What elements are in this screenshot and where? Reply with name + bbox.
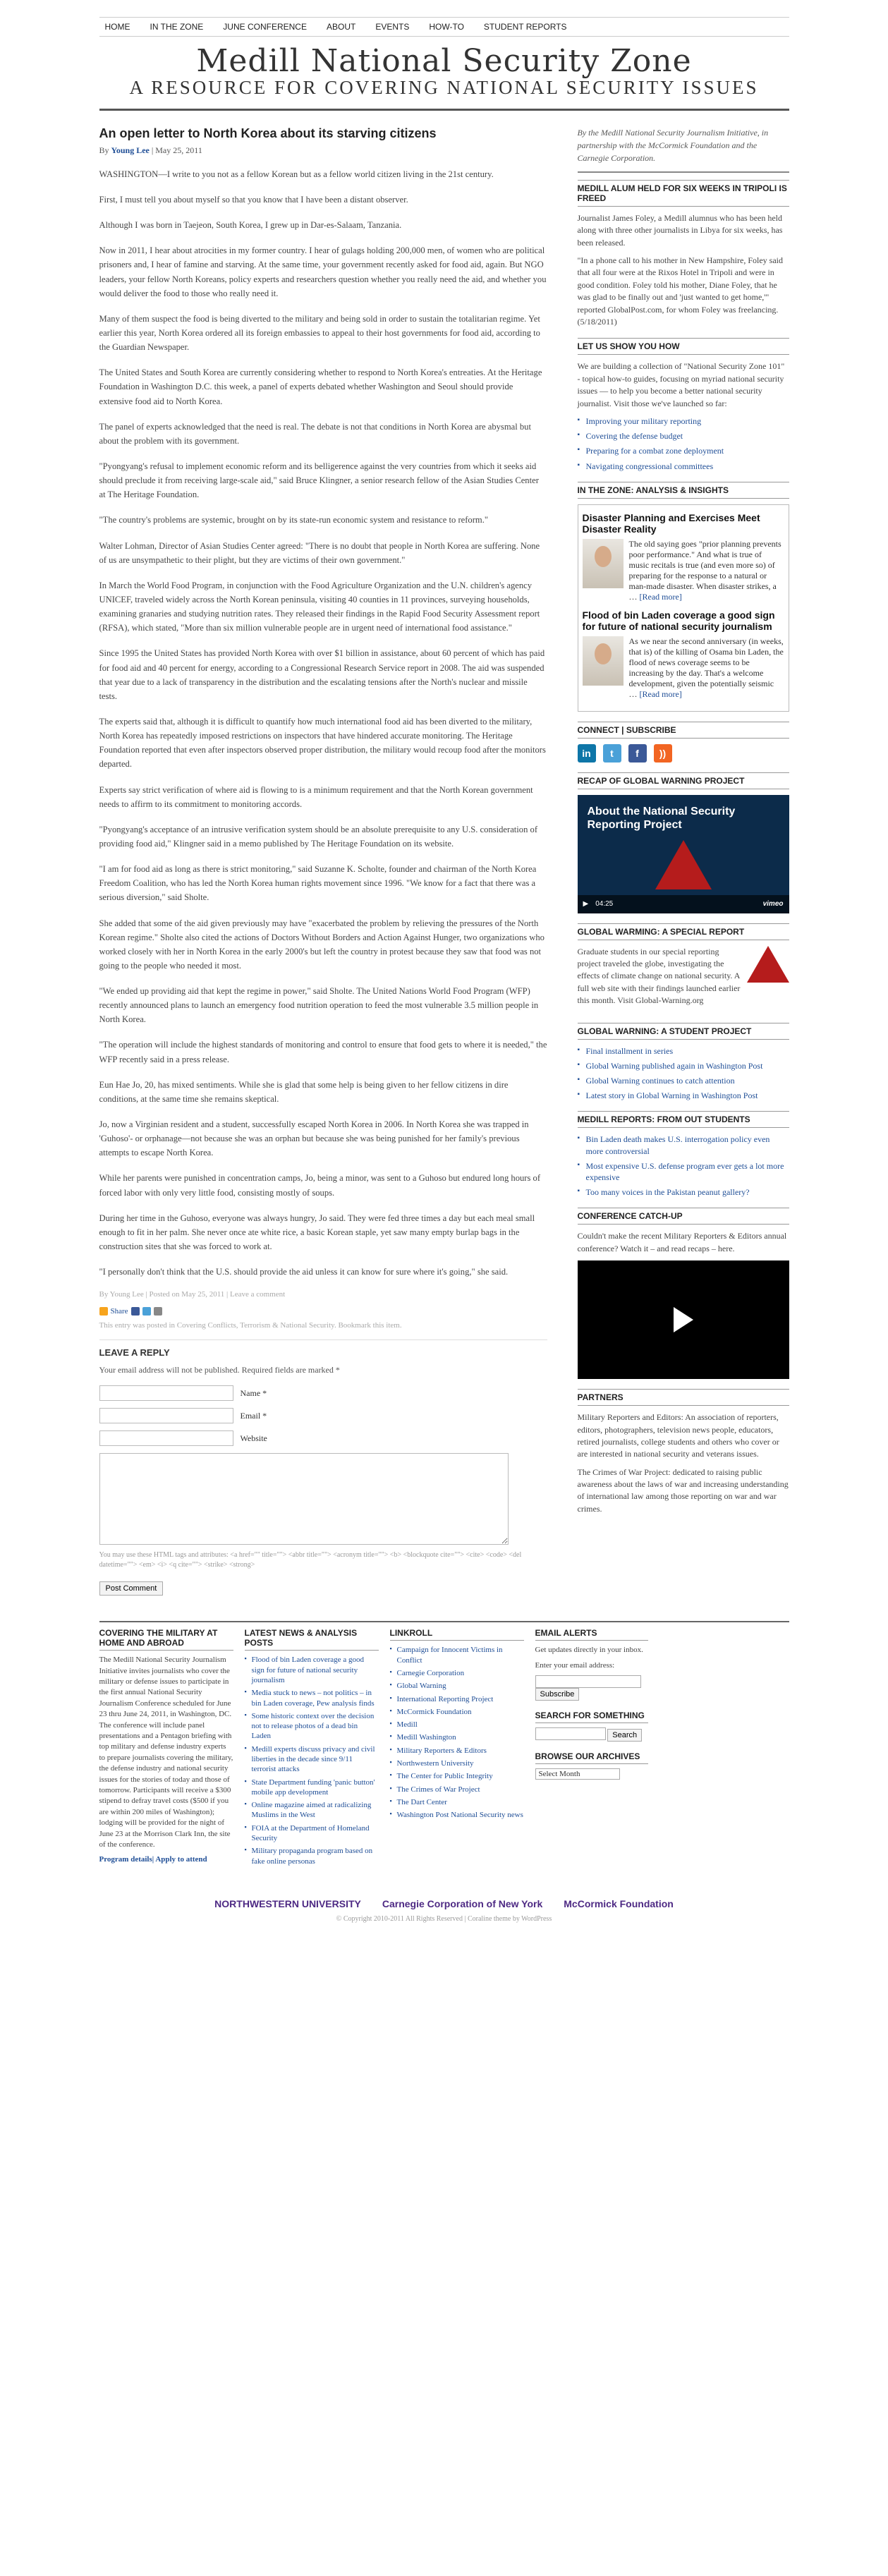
latest-post-item bbox=[245, 1846, 379, 1866]
share-bar[interactable] bbox=[99, 1307, 547, 1316]
linkroll-item bbox=[390, 1771, 524, 1781]
post-paragraph: While her parents were punished in concentration camps, Jo, being a minor, was sent to a Guhoso but endured long hours of forced labor with only very little food, consisting mostly of soups. bbox=[99, 1173, 541, 1198]
nav-item-events[interactable]: EVENTS bbox=[375, 22, 410, 32]
medill-report-item-link[interactable]: Too many voices in the Pakistan peanut gallery? bbox=[585, 1187, 750, 1198]
latest-post-item-link[interactable]: State Department funding 'panic button' mobile app development bbox=[251, 1778, 375, 1797]
latest-post-item bbox=[245, 1800, 379, 1821]
global-warming-widget: GLOBAL WARMING: A SPECIAL REPORT Graduate students in our special reporting project traveled the globe, investigating the effects of climate change on national security. A full web site with their findings launched earlier this month. Visit Global-Warning.org bbox=[578, 923, 789, 1013]
facebook-icon[interactable] bbox=[131, 1307, 140, 1316]
allowed-tags-note: You may use these HTML tags and attributes: <a href="" title=""> <abbr title=""> <acronym title=""> <b> <blockquote cite=""> <cite> <code> <del datetime=""> <em> <i> <q cite=""> <strike> <strong> bbox=[99, 1551, 522, 1569]
widget-title: CONNECT | SUBSCRIBE bbox=[578, 722, 789, 739]
linkroll-item bbox=[390, 1681, 524, 1691]
play-icon[interactable]: ▶ bbox=[583, 900, 589, 909]
recap-widget bbox=[578, 772, 789, 913]
form-note: Your email address will not be published. Required fields are marked * bbox=[99, 1365, 340, 1375]
latest-post-item bbox=[245, 1655, 379, 1685]
site-title[interactable]: Medill National Security Zone bbox=[196, 43, 692, 79]
main-content bbox=[99, 126, 561, 1596]
name-label: Name * bbox=[240, 1387, 267, 1398]
search-input[interactable] bbox=[535, 1727, 606, 1740]
masthead bbox=[99, 45, 789, 111]
post-body bbox=[99, 167, 547, 1279]
sidebar bbox=[578, 126, 789, 1596]
widget-title: GLOBAL WARMING: A SPECIAL REPORT bbox=[578, 923, 789, 940]
post-paragraph: "Pyongyang's refusal to implement economic reform and its belligerence against the very countries from which it seeks aid should preclude it from receiving large-scale aid," said Bruce Klingner, a senior research fellow of the Asian Studies Center at The Heritage Foundation. bbox=[99, 461, 539, 500]
play-icon[interactable] bbox=[674, 1307, 693, 1332]
share-link[interactable]: Share bbox=[110, 1307, 128, 1316]
linkroll-item-link[interactable]: Medill Washington bbox=[396, 1733, 456, 1742]
post-paragraph: Eun Hae Jo, 20, has mixed sentiments. While she is glad that some help is being given to her fellow citizens in dire conditions, at the same time she remains skeptical. bbox=[99, 1079, 509, 1104]
post-paragraph: Since 1995 the United States has provided North Korea with over $1 billion in assistance, about 60 percent of which has paid for food aid and 40 percent for energy, according to a Congressional Research Service report in 2008. The aid was suspended that year due to a lack of transparency in the distribution and the escalating tensions after the North's nuclear and missile tests. bbox=[99, 648, 545, 701]
linkroll-item-link[interactable]: McCormick Foundation bbox=[396, 1707, 472, 1716]
post-paragraph: "We ended up providing aid that kept the regime in power," said Sholte. The United Nations World Food Program (WFP) recently announced plans to launch an emergency food nutrition operation to feed the most vulnerable 3.5 million people in North Korea. bbox=[99, 986, 539, 1025]
linkroll-item-link[interactable]: Northwestern University bbox=[396, 1758, 474, 1768]
medill-report-item-link[interactable]: Most expensive U.S. defense program ever gets a lot more expensive bbox=[585, 1160, 784, 1182]
latest-post-item-link[interactable]: Media stuck to news – not politics – in bin Laden coverage, Pew analysis finds bbox=[251, 1689, 375, 1708]
linkroll-item bbox=[390, 1707, 524, 1717]
post-paragraph: The panel of experts acknowledged that the need is real. The debate is not that conditions in North Korea are abysmal but about the problem with its government. bbox=[99, 421, 531, 446]
how-to-item-link[interactable]: Preparing for a combat zone deployment bbox=[585, 446, 724, 456]
latest-post-item-link[interactable]: Flood of bin Laden coverage a good sign for future of national security journalism bbox=[251, 1655, 364, 1684]
linkroll-item-link[interactable]: International Reporting Project bbox=[396, 1694, 494, 1703]
medill-report-item bbox=[578, 1186, 789, 1198]
latest-post-item bbox=[245, 1823, 379, 1844]
latest-post-item bbox=[245, 1744, 379, 1775]
post-paragraph: First, I must tell you about myself so that you know that I have been a distant observer. bbox=[99, 195, 408, 205]
linkroll-item bbox=[390, 1785, 524, 1794]
latest-post-item-link[interactable]: FOIA at the Department of Homeland Security bbox=[251, 1823, 370, 1843]
how-to-item-link[interactable]: Covering the defense budget bbox=[585, 431, 683, 442]
conference-video-player[interactable] bbox=[578, 1260, 789, 1379]
comment-textarea[interactable] bbox=[99, 1453, 509, 1545]
how-to-item bbox=[578, 415, 789, 427]
global-warning-logo-icon[interactable] bbox=[747, 946, 789, 983]
linkroll-item-link[interactable]: Medill bbox=[396, 1720, 418, 1730]
post-paragraph: Although I was born in Taejeon, South Korea, I grew up in Dar-es-Salaam, Tanzania. bbox=[99, 220, 402, 231]
linkroll-item-link[interactable]: The Dart Center bbox=[396, 1797, 447, 1806]
nav-item-june-conference[interactable]: JUNE CONFERENCE bbox=[223, 22, 307, 32]
footer-heading: BROWSE OUR ARCHIVES bbox=[535, 1751, 648, 1764]
global-warning-item bbox=[578, 1045, 789, 1057]
medill-reports-widget bbox=[578, 1111, 789, 1198]
sponsor-logo[interactable]: NORTHWESTERN UNIVERSITY bbox=[214, 1897, 361, 1909]
video-controls[interactable] bbox=[578, 895, 789, 913]
linkroll-item-link[interactable]: Carnegie Corporation bbox=[396, 1668, 465, 1677]
author-link[interactable]: Young Lee bbox=[111, 145, 150, 155]
name-field[interactable] bbox=[99, 1385, 233, 1401]
linkroll-item-link[interactable]: Military Reporters & Editors bbox=[396, 1746, 487, 1755]
twitter-icon[interactable] bbox=[142, 1307, 151, 1316]
post-title: An open letter to North Korea about its starving citizens bbox=[99, 126, 437, 140]
linkroll-item-link[interactable]: Washington Post National Security news bbox=[396, 1811, 523, 1820]
widget-title: LET US SHOW YOU HOW bbox=[578, 338, 789, 355]
footer-heading: EMAIL ALERTS bbox=[535, 1628, 648, 1641]
author-photo bbox=[583, 539, 624, 588]
latest-post-item-link[interactable]: Medill experts discuss privacy and civil liberties in the decade since 9/11 terrorist attacks bbox=[251, 1744, 375, 1774]
read-more-link[interactable]: [Read more] bbox=[639, 688, 682, 699]
zone-item bbox=[583, 539, 784, 602]
linkroll-item bbox=[390, 1732, 524, 1742]
email-field[interactable] bbox=[99, 1408, 233, 1423]
linkroll-item bbox=[390, 1694, 524, 1704]
zone-item-excerpt: The old saying goes "prior planning prevents poor performance." And what is true of music recitals is true (and even more so) of preparing for the response to a natural or man-made disaster. When disaster strikes, a … bbox=[628, 538, 781, 602]
medill-report-item-link[interactable]: Bin Laden death makes U.S. interrogation policy even more controversial bbox=[585, 1134, 770, 1156]
zone-item-excerpt: As we near the second anniversary (in weeks, that is) of the killing of Osama bin Laden, the flood of news coverage seems to be increasing by the day. That's a welcome development, given the potentially seismic … bbox=[628, 636, 784, 699]
footer-heading: LATEST NEWS & ANALYSIS POSTS bbox=[245, 1628, 379, 1651]
linkroll-item bbox=[390, 1668, 524, 1678]
global-warning-student-widget bbox=[578, 1023, 789, 1102]
post-date: May 25, 2011 bbox=[155, 145, 202, 155]
connect-widget bbox=[578, 722, 789, 763]
top-nav bbox=[99, 17, 789, 37]
widget-title: CONFERENCE CATCH-UP bbox=[578, 1208, 789, 1225]
sidebar-intro: By the Medill National Security Journalism Initiative, in partnership with the McCormick Foundation and the Carnegie Corporation. bbox=[578, 126, 789, 173]
latest-post-item bbox=[245, 1711, 379, 1742]
email-label: Email * bbox=[240, 1410, 267, 1421]
linkroll-item-link[interactable]: Campaign for Innocent Victims in Conflict bbox=[396, 1646, 503, 1665]
search-button[interactable]: Search bbox=[607, 1729, 642, 1742]
alum-widget: MEDILL ALUM HELD FOR SIX WEEKS IN TRIPOLI IS FREED Journalist James Foley, a Medill alumnus who has been held along with three other journalists in Libya for six weeks, has been released. "In a phone call to his mother in New Hampshire, Foley said that all four were at the Rixos Hotel in Tripoli and were in good condition. Foley told his mother, Diane Foley, that he was glad to be finally out and 'just wanted to get home,'" reported GlobalPost.com, for whom Foley was freelancing. (5/18/2011) bbox=[578, 180, 789, 329]
linkroll-item-link[interactable]: The Center for Public Integrity bbox=[396, 1772, 493, 1781]
warning-triangle-icon bbox=[655, 840, 712, 889]
post-paragraph: In March the World Food Program, in conjunction with the Food Agriculture Organization and the U.N. children's agency UNICEF, traveled widely across the North Korean peninsula, visiting 40 counties in 11 provinces, surveying households, examining granaries and studying nutrition rates. They released their findings in the Rapid Food Security Assessment report (RFSA), which stated, "More than six million vulnerable people are in urgent need of international food assistance." bbox=[99, 580, 540, 633]
post-meta: By Young Lee | Posted on May 25, 2011 | Leave a comment bbox=[99, 1290, 286, 1299]
nav-item-how-to[interactable]: HOW-TO bbox=[429, 22, 464, 32]
byline: By Young Lee | May 25, 2011 bbox=[99, 145, 202, 155]
website-label: Website bbox=[240, 1433, 267, 1443]
post-paragraph: Many of them suspect the food is being diverted to the military and being sold in order to sustain the totalitarian regime. Yet earlier this year, North Korea ordered all its foreign embassies to appeal to their host governments for food aid, according to the Guardian Newspaper. bbox=[99, 313, 540, 353]
nav-item-student-reports[interactable]: STUDENT REPORTS bbox=[483, 22, 567, 32]
widget-title: GLOBAL WARNING: A STUDENT PROJECT bbox=[578, 1023, 789, 1040]
global-warning-item-link[interactable]: Final installment in series bbox=[585, 1045, 674, 1056]
global-warning-item-link[interactable]: Global Warning continues to catch attention bbox=[585, 1076, 735, 1086]
nav-item-in-the-zone[interactable]: IN THE ZONE bbox=[150, 22, 204, 32]
how-to-item bbox=[578, 461, 789, 472]
post-paragraph: "The operation will include the highest standards of monitoring and control to ensure that food gets to where it is needed," the WFP recently said in a press release. bbox=[99, 1040, 547, 1064]
facebook-icon[interactable]: f bbox=[628, 744, 647, 763]
zone-item-title[interactable]: Flood of bin Laden coverage a good sign for future of national security journalism bbox=[582, 609, 775, 632]
widget-title: RECAP OF GLOBAL WARNING PROJECT bbox=[578, 772, 789, 789]
post-paragraph: Jo, now a Virginian resident and a student, successfully escaped North Korea in 2006. In North Korea she was trapped in 'Guhoso'- or orphanage—not because she was an orphan but because she was being punished for her family's previous attempts to escape North Korea. bbox=[99, 1119, 529, 1158]
widget-title: MEDILL ALUM HELD FOR SIX WEEKS IN TRIPOLI IS FREED bbox=[578, 180, 789, 207]
latest-post-item bbox=[245, 1778, 379, 1798]
site-tagline: A RESOURCE FOR COVERING NATIONAL SECURITY ISSUES bbox=[129, 77, 759, 99]
linkroll-item-link[interactable]: Global Warning bbox=[396, 1682, 446, 1691]
zone-item-text bbox=[629, 539, 784, 602]
post-paragraph: The experts said that, although it is difficult to quantify how much international food aid has been diverted to the military, North Korea has repeatedly imposed restrictions on inspectors that have hindered accurate monitoring. The Heritage Foundation reported that even after inspectors observed proper distribution, the military would recoup food after the monitors departed. bbox=[99, 716, 546, 770]
video-time: 04:25 bbox=[595, 900, 614, 909]
linkroll-item bbox=[390, 1720, 524, 1730]
footer: COVERING THE MILITARY AT HOME AND ABROAD The Medill National Security Journalism Initiative invites journalists who cover the military or defense issues to participate in the first annual National Security Journalism Conference scheduled for June 23 thru June 24, 2011, in Washington, DC. The conference will include panel presentations and a Pentagon briefing with top military and defense industry experts to prepare journalists covering the military, the defense industry and national security issues for the stories of today and those of tomorrow. Participants will receive a $300 stipend to defray travel costs ($500 if you are within 200 miles of Washington); lodging will be provided for the night of June 23 at the Morrison Clark Inn, the site of the conference. Program details| Apply to attend LATEST NEWS & ANALYSIS POSTS ▪ Flood of bin Laden coverage a good sign for future of national security journalism ▪ Media stuck to news – not politics – in bin Laden coverage, Pew analysis finds ▪ Some historic context over the decision not to release photos of a dead bin Laden ▪ Medill experts discuss privacy and civil liberties in the decade since 9/11 terrorist attacks ▪ State Department funding 'panic button' mobile app development ▪ Online magazine aimed at radicalizing Muslims in the West ▪ FOIA at the Department of Homeland Security ▪ Military propaganda program based on fake online personas LINKROLL ▪ Campaign for Innocent Victims in Conflict ▪ Carnegie Corporation ▪ Global Warning ▪ International Reporting Project ▪ McCormick Foundation ▪ Medill ▪ Medill Washington ▪ Military Reporters & Editors ▪ Northwestern University ▪ The Center for Public Integrity ▪ The Crimes of War Project ▪ The Dart Center ▪ Washington Post National Security news EMAIL ALERTS Get updates directly in your inbox. Enter your email address: Subscribe SEARCH FOR SOMETHING Search BROWSE OUR ARCHIVES Select Month bbox=[99, 1621, 789, 1869]
post-paragraph: "I personally don't think that the U.S. should provide the aid unless it can know for sure where it's going," she said. bbox=[99, 1267, 509, 1277]
post-paragraph: WASHINGTON—I write to you not as a fellow Korean but as a fellow world citizen living in the 21st century. bbox=[99, 169, 494, 179]
post-paragraph: She added that some of the aid given previously may have "exacerbated the problem by relieving the pressures of the North Korean regime." Sholte also cited the actions of Doctors Without Borders and Action Against Hunger, two organizations who worked closely with her in North Korea in the early 2000's but left the country in protest because they saw that food was not going to the people who needed it most. bbox=[99, 918, 545, 971]
zone-item-text bbox=[629, 636, 784, 700]
nav-item-about[interactable]: ABOUT bbox=[326, 22, 356, 32]
medill-report-item bbox=[578, 1134, 789, 1156]
latest-post-item bbox=[245, 1688, 379, 1708]
website-field[interactable] bbox=[99, 1430, 233, 1446]
in-the-zone-widget bbox=[578, 482, 789, 712]
post-paragraph: Experts say strict verification of where aid is flowing to is a minimum requirement and that the North Korean government needs to affirm to its commitment to monitoring accords. bbox=[99, 784, 533, 809]
program-details-link[interactable]: Program details| Apply to attend bbox=[99, 1855, 207, 1864]
widget-title: IN THE ZONE: ANALYSIS & INSIGHTS bbox=[578, 482, 789, 499]
how-to-item-link[interactable]: Navigating congressional committees bbox=[585, 461, 714, 471]
zone-item bbox=[583, 636, 784, 700]
widget-title: MEDILL REPORTS: FROM OUT STUDENTS bbox=[578, 1111, 789, 1128]
how-to-item bbox=[578, 430, 789, 442]
comment-heading: LEAVE A REPLY bbox=[99, 1339, 547, 1358]
global-warning-item-link[interactable]: Global Warning published again in Washington Post bbox=[585, 1060, 763, 1071]
post-paragraph: During her time in the Guhoso, everyone was always hungry, Jo said. They were fed three times a day but each meal small enough to fit in her palm. She never once ate white rice, a basic Korean staple, yet saw many empty burlap bags in the construction sites that she was forced to work at. bbox=[99, 1213, 535, 1252]
latest-post-item-link[interactable]: Some historic context over the decision not to release photos of a dead bin Laden bbox=[251, 1711, 375, 1741]
post-paragraph: "I am for food aid as long as there is strict monitoring," said Suzanne K. Scholte, founder and chairman of the North Korea Freedom Coalition, who has led the North Korea human rights movement since 1996. "We know for a fact that there was a serious diversion," said Sholte. bbox=[99, 864, 537, 903]
post-paragraph: Walter Lohman, Director of Asian Studies Center agreed: "There is no doubt that people in North Korea are suffering. None of us are unsympathetic to their plight, but they are victims of their own government." bbox=[99, 540, 540, 565]
linkroll-item bbox=[390, 1746, 524, 1756]
linkroll-item bbox=[390, 1810, 524, 1820]
vimeo-logo: vimeo bbox=[762, 900, 784, 909]
widget-title: PARTNERS bbox=[578, 1389, 789, 1406]
global-warning-item-link[interactable]: Latest story in Global Warning in Washington Post bbox=[585, 1090, 758, 1101]
linkroll-item bbox=[390, 1645, 524, 1665]
video-player[interactable] bbox=[578, 795, 789, 913]
post-paragraph: Now in 2011, I hear about atrocities in my former country. I hear of gulags holding 200,000 men, of women who are political prisoners and, I hear of famine and starving. At the same time, your government recently asked for food aid, again. But NGO leaders, your fellow North Koreans, policy experts and researchers question whether you really need the aid, and whether you would deliver the food to those who really need it. bbox=[99, 245, 547, 298]
conference-catchup-widget: CONFERENCE CATCH-UP Couldn't make the recent Military Reporters & Editors annual conference? Watch it – and read recaps – here. bbox=[578, 1208, 789, 1379]
footer-heading: LINKROLL bbox=[390, 1628, 524, 1641]
medill-report-item bbox=[578, 1160, 789, 1183]
latest-post-item-link[interactable]: Military propaganda program based on fake online personas bbox=[251, 1847, 373, 1866]
twitter-icon[interactable]: t bbox=[603, 744, 621, 763]
linkroll-item bbox=[390, 1797, 524, 1807]
archive-select[interactable]: Select Month bbox=[535, 1768, 620, 1780]
global-warning-item bbox=[578, 1075, 789, 1086]
how-to-item bbox=[578, 445, 789, 456]
footer-heading: SEARCH FOR SOMETHING bbox=[535, 1711, 648, 1723]
zone-item-title[interactable]: Disaster Planning and Exercises Meet Disaster Reality bbox=[582, 511, 760, 535]
post-paragraph: "The country's problems are systemic, brought on by its state-run economic system and resistance to reform." bbox=[99, 515, 488, 525]
sponsor-logo[interactable]: Carnegie Corporation of New York bbox=[382, 1897, 543, 1909]
latest-post-item-link[interactable]: Online magazine aimed at radicalizing Muslims in the West bbox=[251, 1801, 372, 1820]
email-icon[interactable] bbox=[154, 1307, 162, 1316]
share-icon bbox=[99, 1307, 108, 1316]
sponsor-logo[interactable]: McCormick Foundation bbox=[564, 1897, 674, 1909]
post-comment-button[interactable]: Post Comment bbox=[99, 1581, 164, 1596]
sponsor-logos bbox=[99, 1898, 789, 1909]
show-how-widget: LET US SHOW YOU HOW We are building a collection of "National Security Zone 101" - topical how-to guides, focusing on myriad national security issues — to help you become a better national security journalist. Visit those we've launched so far: ▪ Improving your military reporting ▪ Covering the defense budget ▪ Preparing for a combat zone deployment ▪ Navigating congressional committees bbox=[578, 338, 789, 471]
post-paragraph: "Pyongyang's acceptance of an intrusive verification system should be an absolute prerequisite to any U.S. consideration of providing food aid," Klingner said in a memo published by The Heritage Foundation on its website. bbox=[99, 824, 538, 849]
read-more-link[interactable]: [Read more] bbox=[639, 591, 682, 602]
posted-in: This entry was posted in Covering Conflicts, Terrorism & National Security. Bookmark this item. bbox=[99, 1321, 402, 1330]
how-to-item-link[interactable]: Improving your military reporting bbox=[585, 415, 702, 426]
linkroll-item bbox=[390, 1758, 524, 1768]
copyright: © Copyright 2010-2011 All Rights Reserved | Coraline theme by WordPress bbox=[336, 1914, 552, 1923]
author-photo bbox=[583, 636, 624, 686]
nav-item-home[interactable]: HOME bbox=[104, 22, 130, 32]
footer-heading: COVERING THE MILITARY AT HOME AND ABROAD bbox=[99, 1628, 233, 1651]
post-paragraph: The United States and South Korea are currently considering whether to respond to North Korea's entreaties. At the Heritage Foundation in Washington D.C. this week, a panel of experts debated whether Washington and Seoul should provide extensive food aid to North Korea. bbox=[99, 367, 542, 406]
linkroll-item-link[interactable]: The Crimes of War Project bbox=[396, 1785, 480, 1794]
rss-icon[interactable]: )) bbox=[654, 744, 672, 763]
linkedin-icon[interactable]: in bbox=[578, 744, 596, 763]
subscribe-button[interactable]: Subscribe bbox=[535, 1688, 580, 1701]
email-alert-input[interactable] bbox=[535, 1675, 641, 1688]
global-warning-item bbox=[578, 1060, 789, 1071]
global-warning-item bbox=[578, 1090, 789, 1101]
partners-widget: PARTNERS Military Reporters and Editors: An association of reporters, editors, photographers, television news people, educators, retired journalists, college students and others who cover or are interested in national security and veterans issues. The Crimes of War Project: dedicated to raising public awareness about the laws of war and increasing understanding of international law among those reporting on war and war crimes. bbox=[578, 1389, 789, 1515]
video-title: About the National Security Reporting Project bbox=[587, 805, 736, 831]
